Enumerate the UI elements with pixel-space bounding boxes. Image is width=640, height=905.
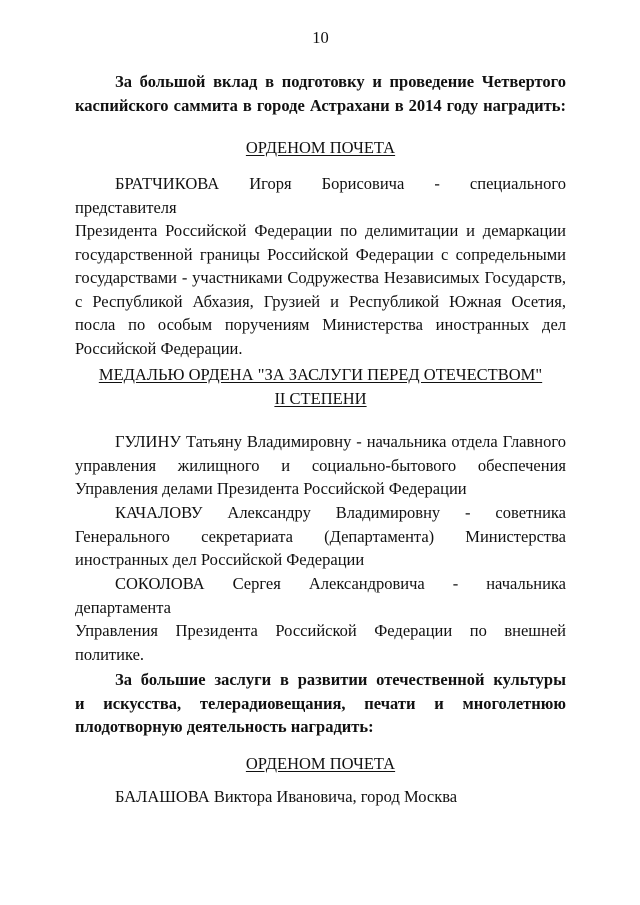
person-line: Управления делами Президента Российской Федерации <box>75 479 467 498</box>
person-line: БРАТЧИКОВА Игоря Борисовича - специального представителя <box>75 174 566 217</box>
person-line: ГУЛИНУ Татьяну Владимировну - начальника отдела Главного <box>115 432 566 451</box>
person-line: с Республикой Абхазия, Грузией и Республикой Южная Осетия, <box>75 291 566 311</box>
person-line: Управления Президента Российской Федерации по внешней <box>75 621 566 640</box>
section3-heading-line: плодотворную деятельность наградить: <box>75 717 374 736</box>
section1-heading <box>75 70 566 117</box>
section1-person <box>75 172 566 360</box>
award-title-text: ОРДЕНОМ ПОЧЕТА <box>245 138 396 157</box>
award-title-text: МЕДАЛЬЮ ОРДЕНА "ЗА ЗАСЛУГИ ПЕРЕД ОТЕЧЕСТВОМ" <box>98 365 543 384</box>
person-line: КАЧАЛОВУ Александру Владимировну - советника <box>115 503 566 522</box>
person-line: Президента Российской Федерации по делимитации и демаркации <box>75 221 566 240</box>
person-line: Генерального секретариата (Департамента) Министерства <box>75 526 566 546</box>
section2-person1 <box>75 430 566 501</box>
person-line: СОКОЛОВА Сергея Александровича - начальника департамента <box>75 574 566 617</box>
section1-heading-line: каспийского саммита в городе Астрахани в 2014 году наградить: <box>75 95 566 115</box>
section3-heading <box>75 668 566 739</box>
person-line: посла по особым поручениям Министерства иностранных дел <box>75 315 566 334</box>
person-line: Российской Федерации. <box>75 338 243 358</box>
section3-award-title <box>75 752 566 776</box>
person-line: политике. <box>75 644 145 664</box>
section2-person2 <box>75 501 566 572</box>
section1-award-title <box>75 136 566 160</box>
section1-heading-line: За большой вклад в подготовку и проведение Четвертого <box>115 72 566 91</box>
page-number: 10 <box>312 28 329 47</box>
award-title-line <box>75 387 566 411</box>
person-line: иностранных дел Российской Федерации <box>75 550 365 569</box>
section3-person <box>75 785 566 809</box>
person-line: государственной границы Российской Федерации с сопредельными <box>75 244 566 264</box>
section3-heading-line: и искусства, телерадиовещания, печати и многолетнюю <box>75 693 566 713</box>
award-title-text: ОРДЕНОМ ПОЧЕТА <box>245 754 396 773</box>
award-title-text: II СТЕПЕНИ <box>274 388 367 408</box>
award-title-line <box>75 363 566 387</box>
section2-person3 <box>75 572 566 666</box>
section3-heading-line: За большие заслуги в развитии отечественной культуры <box>115 670 566 689</box>
person-line: БАЛАШОВА Виктора Ивановича, город Москва <box>115 787 458 806</box>
person-line: государствами - участниками Содружества Независимых Государств, <box>75 268 566 287</box>
section2-award-title <box>75 363 566 410</box>
document-page <box>75 0 566 905</box>
person-line: управления жилищного и социально-бытового обеспечения <box>75 455 566 475</box>
